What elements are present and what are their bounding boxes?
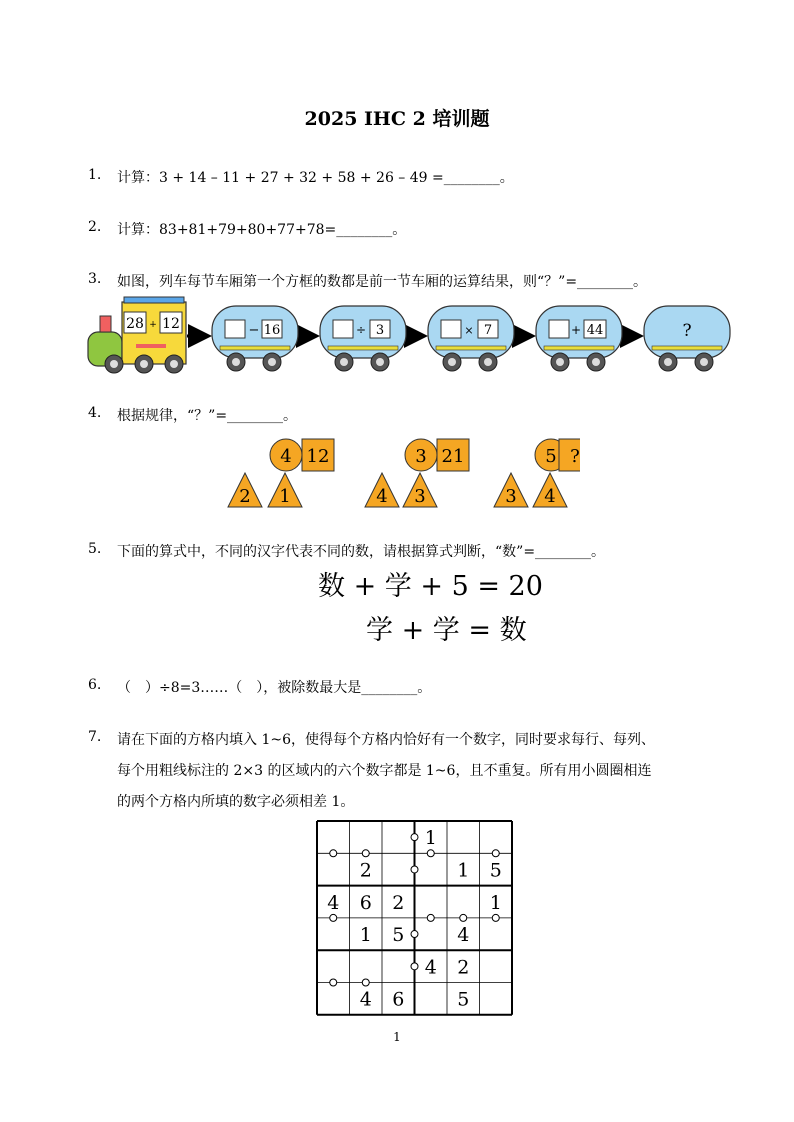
group-2-square: 21 [441,446,465,467]
pattern-group-2 [365,439,469,507]
connector-circle-icon [330,979,337,986]
sudoku-cell-value: 2 [359,859,372,882]
group-1-circle: 4 [280,446,292,467]
question-4-text: 根据规律，“？”=________。 [117,408,298,424]
question-3-number: 3. [88,271,102,287]
connector-circle-icon [330,914,337,921]
sudoku-cell-value: 4 [457,924,470,947]
group-1-square: 12 [306,446,330,467]
question-1-text: 计算：3 + 14 – 11 + 27 + 32 + 58 + 26 – 49 =________。 [117,170,514,186]
car-4-operator: + [570,323,582,337]
group-1-tri-right: 1 [279,486,291,507]
connector-circle-icon [411,963,418,970]
connector-circle-icon [411,834,418,841]
question-6-number: 6. [88,677,102,693]
pattern-figure [220,435,580,511]
question-5-number: 5. [88,541,102,557]
sudoku-cell-value: 4 [359,988,372,1011]
connector-circle-icon [362,979,369,986]
equation-line-1: 数 + 学 + 5 = 20 [318,571,543,602]
sudoku-cell-value: 6 [359,891,372,914]
sudoku-cell-value: 4 [327,891,340,914]
car-2-value: 3 [375,323,385,338]
question-4-number: 4. [88,405,102,421]
group-3-square: ? [570,446,580,467]
connector-circle-icon [460,914,467,921]
train-figure [84,294,734,384]
question-1-number: 1. [88,167,102,183]
question-2-number: 2. [88,219,102,235]
page-title: 2025 IHC 2 培训题 [304,108,490,130]
train-car-1 [212,306,298,371]
train-car-last [644,306,730,371]
group-3-tri-left: 3 [505,486,517,507]
connector-circle-icon [427,850,434,857]
group-3-circle: 5 [545,446,557,467]
pattern-group-3 [494,439,580,507]
car-2-operator: ÷ [355,323,367,337]
connector-circle-icon [427,914,434,921]
sudoku-cell-value: 2 [392,891,405,914]
question-2-text: 计算：83+81+79+80+77+78=________。 [117,222,407,238]
group-2-circle: 3 [415,446,427,467]
train-car-3 [428,306,514,371]
car-1-value: 16 [263,323,281,338]
connector-circle-icon [411,931,418,938]
sudoku-cell-value: 4 [424,956,437,979]
sudoku-cell-value: 1 [359,924,372,947]
question-3-text: 如图，列车每节车厢第一个方框的数都是前一节车厢的运算结果，则“？”=________。 [117,274,648,290]
question-5-text: 下面的算式中，不同的汉字代表不同的数，请根据算式判断，“数”=________。 [117,544,606,560]
train-engine [88,297,186,373]
car-3-operator: × [464,324,474,337]
engine-operator: + [149,320,157,330]
engine-right-number: 12 [162,316,180,332]
train-car-2 [320,306,406,371]
sudoku-cell-value: 2 [457,956,470,979]
sudoku-cell-value: 1 [424,827,437,850]
sudoku-cell-value: 1 [489,891,502,914]
connector-circle-icon [411,866,418,873]
sudoku-cell-value: 1 [457,859,470,882]
connector-circle-icon [362,850,369,857]
question-7-line-3: 的两个方格内所填的数字必须相差 1。 [117,794,355,810]
pattern-group-1 [228,439,334,507]
last-car-question: ? [682,321,692,341]
sudoku-cell-value: 6 [392,988,405,1011]
car-3-value: 7 [483,323,493,338]
car-4-value: 44 [586,323,604,338]
group-3-tri-right: 4 [544,486,556,507]
car-1-operator: − [248,323,260,338]
sudoku-cell-value: 5 [392,924,405,947]
connector-circle-icon [492,914,499,921]
question-7-number: 7. [88,729,102,745]
page-number: 1 [393,1030,401,1044]
group-1-tri-left: 2 [239,486,251,507]
connector-circle-icon [492,850,499,857]
train-car-4 [536,306,622,371]
engine-left-number: 28 [126,316,144,332]
connector-circle-icon [330,850,337,857]
question-7-line-1: 请在下面的方格内填入 1~6，使得每个方格内恰好有一个数字，同时要求每行、每列、 [117,732,655,748]
equation-line-2: 学 + 学 = 数 [366,615,527,646]
question-7-line-2: 每个用粗线标注的 2×3 的区域内的六个数字都是 1~6，且不重复。所有用小圆圈相连 [117,763,652,779]
sudoku-cell-value: 5 [489,859,502,882]
sudoku-grid [315,819,514,1017]
question-6-text: （ ）÷8=3……（ ），被除数最大是________。 [117,680,432,696]
sudoku-cell-value: 5 [457,988,470,1011]
group-2-tri-right: 3 [414,486,426,507]
group-2-tri-left: 4 [376,486,388,507]
